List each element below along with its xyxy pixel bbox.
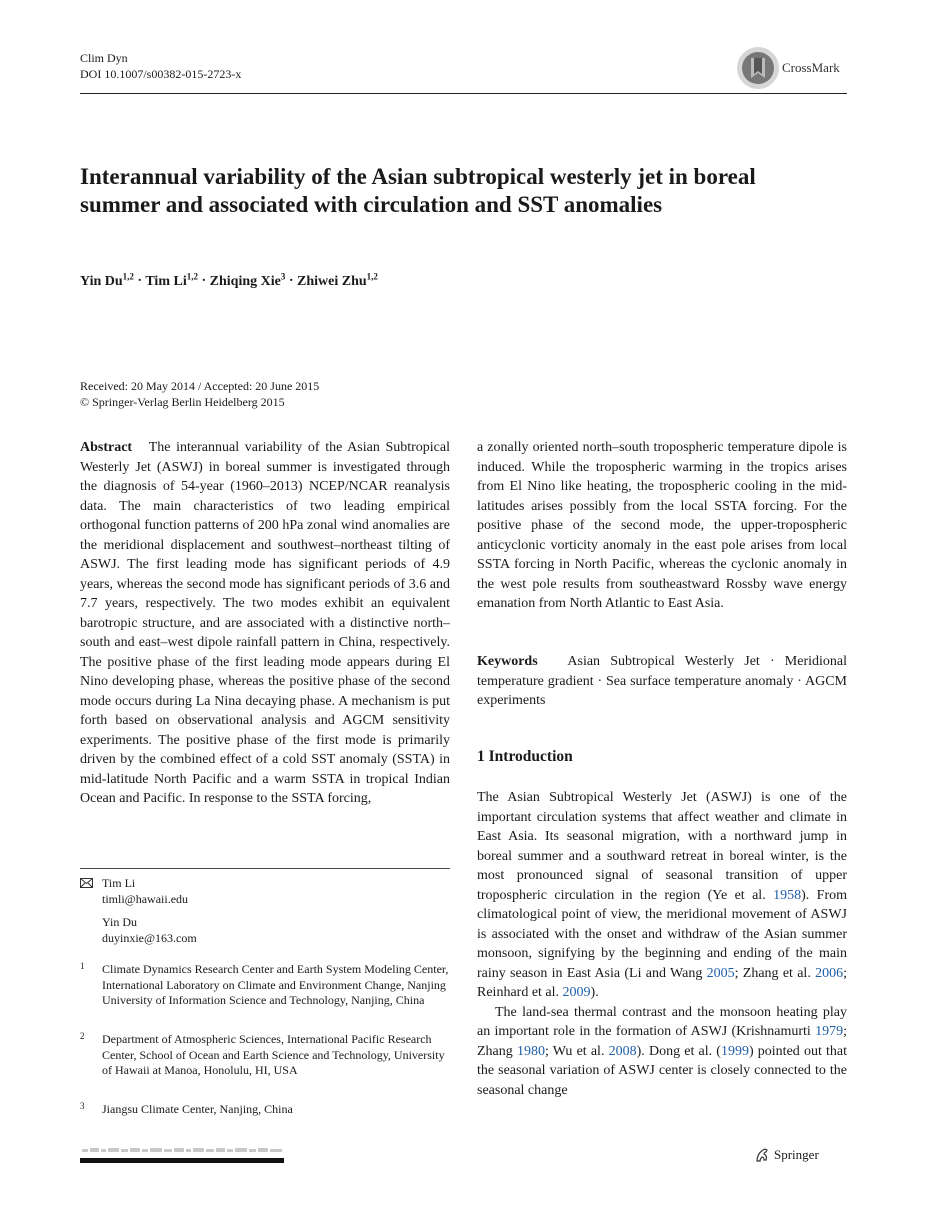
contact-email[interactable]: timli@hawaii.edu (102, 891, 189, 906)
text-segment: ) pointed out that the seasonal variation of ASWJ center is closely connected to the seasonal change (477, 1043, 847, 1098)
text-segment: ). Dong et al. ( (636, 1043, 721, 1059)
abstract (80, 438, 450, 809)
copyright: © Springer-Verlag Berlin Heidelberg 2015 (80, 395, 285, 409)
received-accepted: Received: 20 May 2014 / Accepted: 20 June 2015 (80, 379, 320, 393)
abstract-continued: a zonally oriented north–south tropospheric temperature dipole is induced. While the tropospheric warming in the tropics arises from El Nino like heating, the tropospheric cooling in the mid-latitudes arises possibly from the local SSTA forcing. For the positive phase of the second mode, the upper-tropospheric anticyclonic vorticity anomaly in the east pole arises from local SSTA forcing in North Pacific, whereas the cyclonic anomaly in the west pole results from southeastward Rossby wave energy emanation from North Atlantic to East Asia. (477, 440, 847, 611)
envelope-icon (80, 878, 93, 888)
keywords-text: Asian Subtropical Westerly Jet · Meridional temperature gradient · Sea surface temperature anomaly · AGCM experiments (477, 654, 847, 708)
affiliation: 3 Jiangsu Climate Center, Nanjing, China (80, 1101, 293, 1116)
author[interactable]: Yin Du$^{1,2}$ (80, 271, 134, 289)
author-list: Yin Du$^{1,2}$ · Tim Li$^{1,2}$ · Zhiqing Xie$^3$ · Zhiwei Zhu$^{1,2}$ (80, 271, 378, 289)
footnote-rule (80, 868, 450, 869)
author[interactable]: Tim Li$^{1,2}$ (145, 271, 198, 289)
keywords (477, 652, 847, 711)
citation-link[interactable]: 1979 (815, 1024, 844, 1039)
doi[interactable]: DOI 10.1007/s00382-015-2723-x (80, 67, 242, 81)
springer-horse-icon (754, 1147, 770, 1163)
citation-link[interactable]: 1999 (720, 1043, 749, 1059)
citation-link[interactable]: 2009 (562, 985, 591, 1000)
contact-email[interactable]: duyinxie@163.com (102, 930, 197, 945)
download-watermark-bar (80, 1147, 284, 1163)
citation-link[interactable]: 2006 (815, 965, 844, 981)
abstract-text: The interannual variability of the Asian Subtropical Westerly Jet (ASWJ) in boreal summer is investigated through the diagnosis of 54-year (1960–2013) NCEP/NCAR reanalysis data. The main characteristics of two leading empirical orthogonal function patterns of 200 hPa zonal wind anomalies are the meridional displacement and southwest–northeast tilting of ASWJ. The first leading mode has significant periods of 4.9 years, whereas the second mode has significant periods of 3.6 and 7.7 years, respectively. The two modes exhibit an equivalent barotropic structure, and are associated with a distinctive north–south and east–west dipole rainfall pattern in China, respectively. The positive phase of the first leading mode appears during El Nino developing phase, whereas the positive phase of the second mode occurs during La Nina decaying phase. A mechanism is put forth based on observational analysis and AGCM sensitivity experiments. The positive phase of the first mode is primarily driven by the combined effect of a cold SST anomaly (SSTA) in mid-latitude North Pacific and a warm SSTA in tropical Indian Ocean and Pacific. In response to the SSTA forcing, (80, 440, 450, 806)
text-segment: ). (590, 985, 599, 1000)
text-segment: The Asian Subtropical Westerly Jet (ASWJ) is one of the important circulation systems that affect weather and climate in East Asia. Its seasonal migration, with a northward jump in boreal summer and a southward retreat in boreal winter, is the most pronounced signal of seasonal transition of upper tropospheric circulation in the region (Ye et al. (477, 790, 847, 903)
affiliation: 2 Department of Atmospheric Sciences, International Pacific Research Center, School of Ocean and Earth Science and Technology, University of Hawaii at Manoa, Honolulu, HI, USA (80, 1031, 445, 1077)
intro-paragraph (477, 788, 847, 1003)
intro-paragraph (477, 1003, 847, 1101)
paper-title: Interannual variability of the Asian subtropical westerly jet in boreal summer and associated with circulation and SST anomalies (80, 164, 756, 217)
springer-logo[interactable] (754, 1147, 819, 1163)
introduction-text (477, 788, 847, 1100)
citation-link[interactable]: 2005 (706, 965, 735, 981)
contact-name: Yin Du (102, 915, 138, 929)
citation-link[interactable]: 1958 (773, 887, 802, 903)
contact-name: Tim Li (102, 876, 136, 890)
crossmark-icon (736, 46, 780, 90)
crossmark-logo[interactable] (736, 46, 840, 90)
crossmark-label: CrossMark (782, 60, 840, 75)
keywords-label: Keywords (477, 654, 538, 669)
text-segment: ; Zhang (477, 1024, 847, 1059)
corresponding-authors (80, 876, 197, 946)
text-segment: ; Reinhard et al. (477, 965, 847, 1000)
abstract-label: Abstract (80, 440, 133, 455)
author[interactable]: Zhiwei Zhu$^{1,2}$ (297, 271, 378, 289)
author[interactable]: Zhiqing Xie$^3$ (209, 271, 286, 289)
citation-link[interactable]: 2008 (608, 1043, 637, 1059)
citation-link[interactable]: 1980 (516, 1043, 545, 1059)
affiliation: 1 Climate Dynamics Research Center and Earth System Modeling Center, International Laboratory on Climate and Environment Change, Nanjing University of Information Science and Technology, Nanjing, China (80, 961, 449, 1007)
header-rule (80, 93, 847, 94)
publication-dates (80, 378, 319, 410)
text-segment: The land-sea thermal contrast and the monsoon heating play an important role in the formation of ASWJ (Krishnamurti (477, 1004, 847, 1039)
section-heading: 1 Introduction (477, 748, 573, 765)
text-segment: ; Zhang et al. (734, 965, 816, 981)
text-segment: ). From climatological point of view, the meridional movement of ASWJ is associated with the onset and withdraw of the Asian summer monsoon, signifying by the beginning and ending of the main rainy season in East Asia (Li and Wang (477, 887, 847, 981)
journal-header (80, 50, 241, 82)
publisher-name: Springer (774, 1147, 819, 1162)
text-segment: ; Wu et al. (544, 1043, 609, 1059)
journal-name: Clim Dyn (80, 51, 128, 65)
